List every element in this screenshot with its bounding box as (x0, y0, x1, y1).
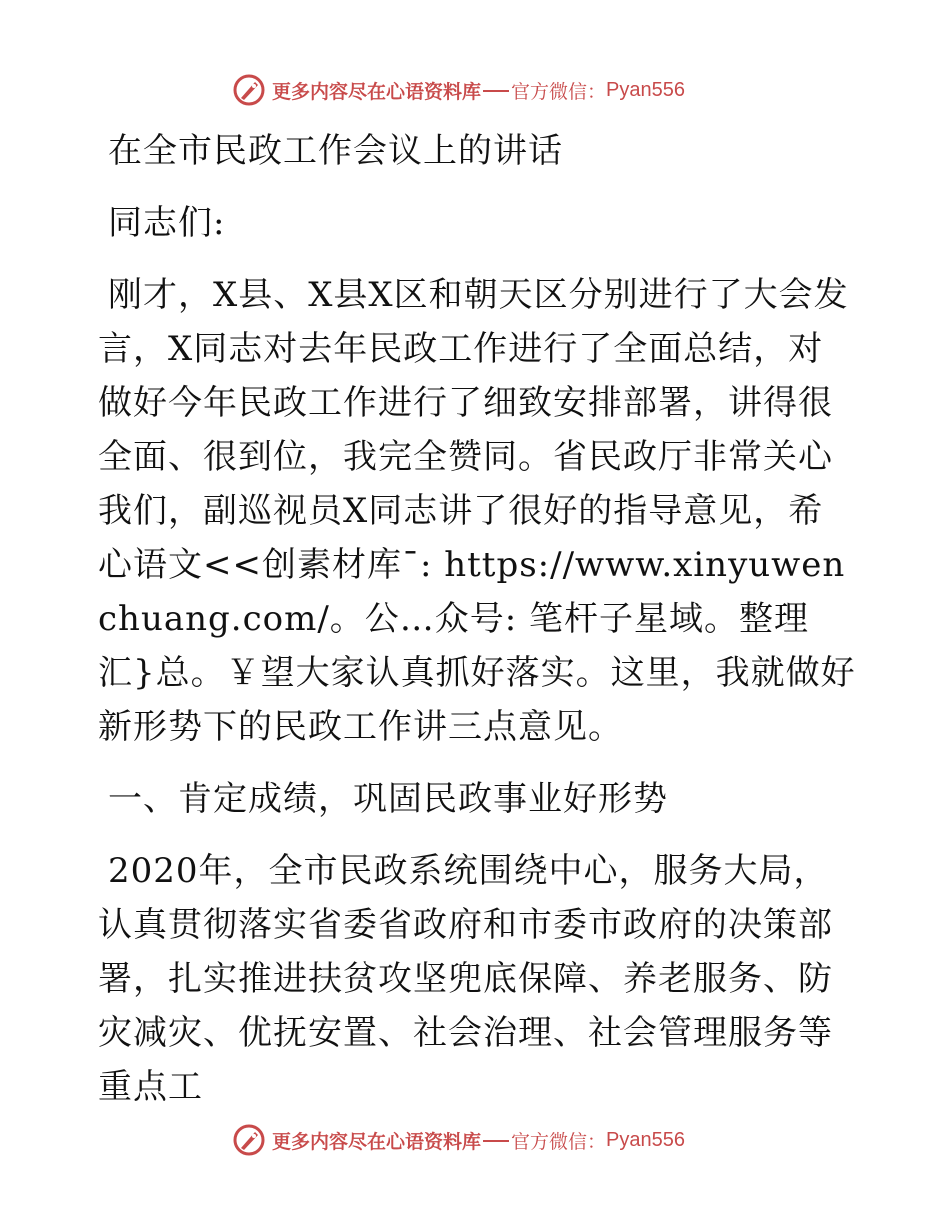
document-body (98, 124, 858, 1114)
watermark-text: 更多内容尽在心语资料库 (272, 1130, 482, 1153)
footer-watermark (232, 1122, 685, 1158)
header-watermark (232, 72, 685, 108)
document-title: 在全市民政工作会议上的讲话 (108, 131, 563, 171)
watermark-dash (483, 1140, 509, 1142)
watermark-wechat: Pyan556 (606, 1128, 685, 1151)
section-heading-1: 一、肯定成绩，巩固民政事业好形势 (108, 779, 668, 819)
pen-nib-circle-icon (232, 73, 266, 107)
paragraph-2: 2020年，全市民政系统围绕中心，服务大局，认真贯彻落实省委省政府和市委市政府的决策部署，扎实推进扶贫攻坚兜底保障、养老服务、防灾减灾、优抚安置、社会治理、社会管理服务等重点工 (98, 851, 833, 1107)
watermark-official: 官方微信： (511, 1130, 607, 1153)
watermark-wechat: Pyan556 (606, 78, 685, 101)
watermark-official: 官方微信： (511, 80, 607, 103)
watermark-dash (483, 90, 509, 92)
pen-nib-circle-icon (232, 1123, 266, 1157)
greeting: 同志们: (108, 203, 226, 243)
watermark-text: 更多内容尽在心语资料库 (272, 80, 482, 103)
paragraph-1: 刚才，X县、X县X区和朝天区分别进行了大会发言，X同志对去年民政工作进行了全面总结，对做好今年民政工作进行了细致安排部署，讲得很全面、很到位，我完全赞同。省民政厅非常关心我们，副巡视员X同志讲了很好的指导意见，希心语文<<创素材库¯: https://www.xinyuwenchuang.com/。公…众号: 笔杆子星域。整理汇}总。￥望大家认真抓好落实。这里，我就做好新形势下的民政工作讲三点意见。 (98, 275, 856, 747)
